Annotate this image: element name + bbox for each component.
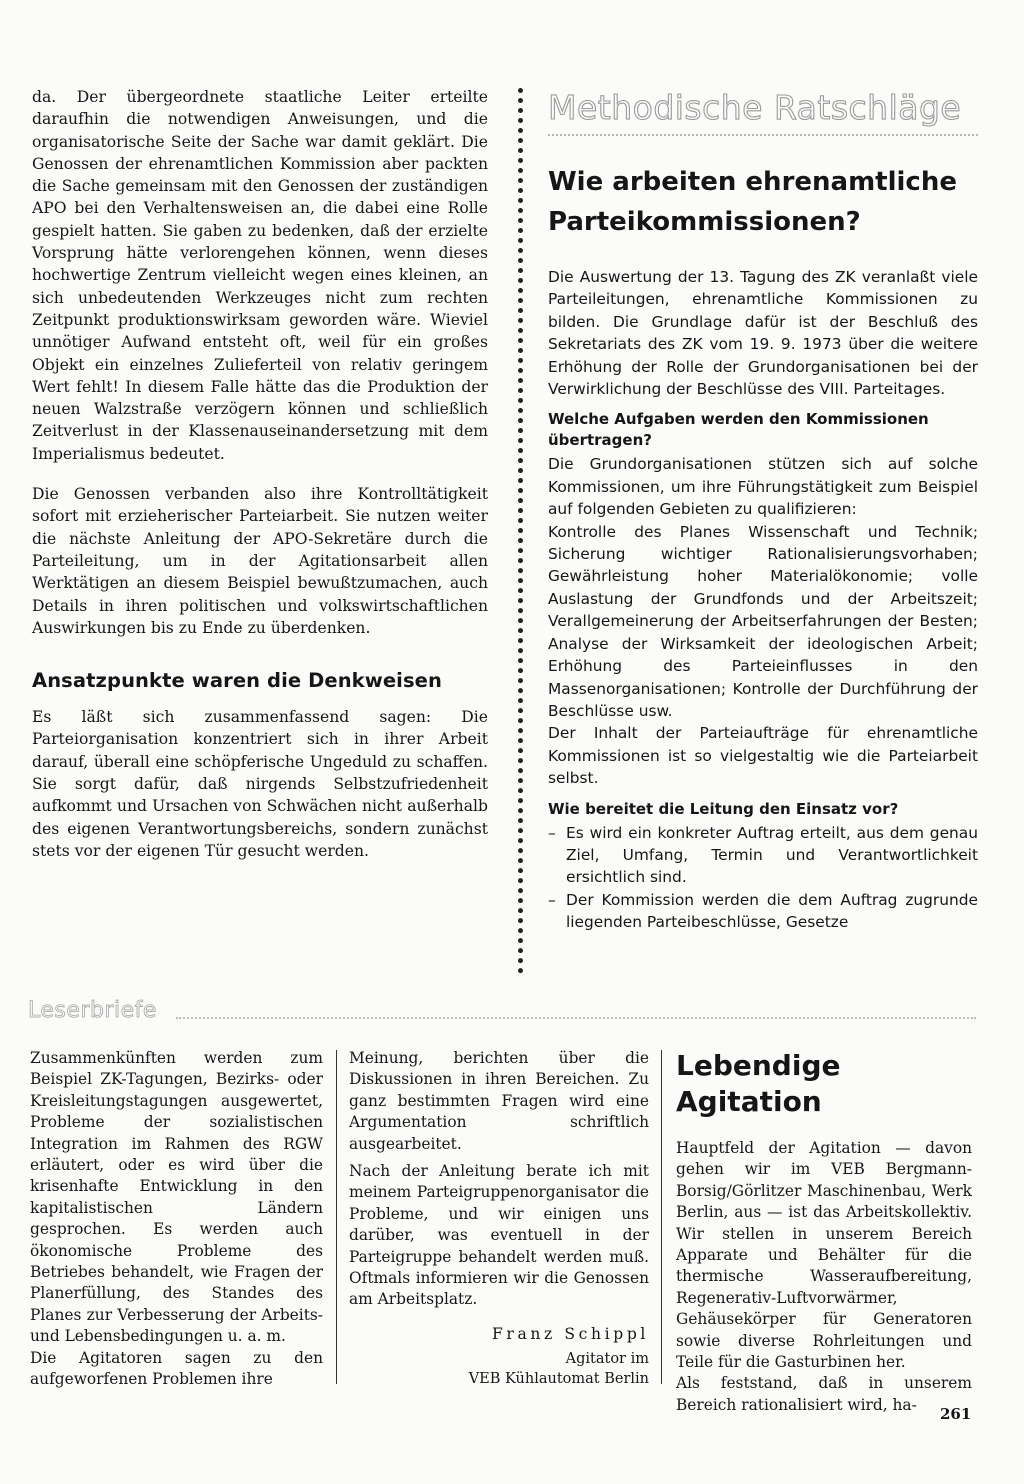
letter-col1-paragraph-1: Zusammenkünften werden zum Beispiel ZK-Tagungen, Bezirks- oder Kreisleitungstagungen ausgewertet, Probleme der sozialistischen Integration im Rahmen des RGW erläutert, oder es wird über die krisenhafte Entwicklung in den kapitalistischen Ländern gesprochen. Es werden auch ökonomische Probleme des Betriebes behandelt, wie Fragen der Planerfüllung, des Standes des Planes zur Verbesserung der Arbeits- und Lebensbedingungen u. a. m.	[30, 1049, 323, 1346]
column-separator	[336, 1050, 337, 1384]
left-paragraph-1: da. Der übergeordnete staatliche Leiter erteilte daraufhin die notwendigen Anweisungen, und die organisatorische Seite der Sache war damit geklärt. Die Genossen der ehrenamtlichen Kommission aber packten die Sache gemeinsam mit den Genossen der zuständigen APO bei den Verhaltensweisen an, die dabei eine Rolle gespielt hatten. Sie gaben zu bedenken, daß der erzielte Vorsprung hätte verlorengehen können, wenn dieses hochwertige Zentrum vielleicht wegen eines kleinen, an sich unbedeutenden Werkzeuges nicht zum rechten Zeitpunkt produktionswirksam geworden wäre. Wieviel unnötiger Aufwand entsteht oft, weil für ein großes Objekt ein einzelnes Zulieferteil von relativ geringem Wert fehlt! In diesem Falle hätte das die Produktion der neuen Walzstraße verzögern können und schließlich Zeitverlust in der Klassenauseinandersetzung mit dem Imperialismus bedeutet.	[32, 88, 488, 463]
list-item: – Der Kommission werden die dem Auftrag zugrunde liegenden Parteibeschlüsse, Gesetze	[548, 889, 978, 934]
signature-role: Agitator im	[565, 1350, 649, 1367]
article-title: Wie arbeiten ehrenamtliche Parteikommissionen?	[548, 167, 957, 237]
letter-col3-paragraph-1: Hauptfeld der Agitation — davon gehen wir im VEB Bergmann-Borsig/Görlitzer Maschinenbau, Werk Berlin, aus — ist das Arbeitskollektiv. Wir stellen in unserem Bereich Apparate und Behälter für die thermische Wasseraufbereitung, Regenerativ-Luftvorwärmer, Gehäusekörper für Generatoren sowie diverse Rohrleitungen und Teile für die Gasturbinen her.	[676, 1139, 972, 1372]
left-article-column	[32, 86, 488, 862]
page-number: 261	[940, 1405, 972, 1423]
question-2-heading: Wie bereitet die Leitung den Einsatz vor?	[548, 799, 899, 818]
question-1-heading: Welche Aufgaben werden den Kommissionen übertragen?	[548, 410, 929, 450]
letter-column-1	[30, 1048, 323, 1391]
right-article-column	[548, 86, 978, 934]
letters-section-rule	[176, 1017, 976, 1019]
letters-section-label: Leserbriefe	[28, 998, 157, 1023]
section-label: Methodische Ratschläge	[548, 88, 962, 127]
signature-place: VEB Kühlautomat Berlin	[468, 1370, 649, 1387]
column-separator	[661, 1050, 662, 1384]
dotted-column-divider	[518, 88, 523, 974]
letter-column-2	[349, 1048, 649, 1389]
list-item: – Es wird ein konkreter Auftrag erteilt, aus dem genau Ziel, Umfang, Termin und Verantwortlichkeit ersichtlich sind.	[548, 822, 978, 889]
answer-1-after: Der Inhalt der Parteiaufträge für ehrenamtliche Kommissionen ist so vielgestaltig wie die Parteiarbeit selbst.	[548, 724, 978, 788]
preparation-list	[548, 822, 978, 934]
left-paragraph-3: Es läßt sich zusammenfassend sagen: Die Parteiorganisation konzentriert sich in ihrer Arbeit darauf, überall eine schöpferische Ungeduld zu schaffen. Sie sorgt dafür, daß nirgends Selbstzufriedenheit aufkommt und Ursachen von Schwächen nicht außerhalb des eigenen Verantwortungsbereichs, sondern zunächst stets vor der eigenen Tür gesucht werden.	[32, 708, 488, 860]
section-rule	[548, 134, 978, 136]
letter-col3-paragraph-2: Als feststand, daß in unserem Bereich rationalisiert wird, ha-	[676, 1374, 972, 1414]
signature-name: Franz Schippl	[492, 1324, 649, 1343]
answer-1-paragraph: Die Grundorganisationen stützen sich auf solche Kommissionen, um ihre Führungstätigkeit zum Beispiel auf folgenden Gebieten zu qualifizieren:	[548, 455, 978, 519]
letter-title: Lebendige Agitation	[676, 1049, 841, 1118]
left-paragraph-2: Die Genossen verbanden also ihre Kontrolltätigkeit sofort mit erzieherischer Parteiarbeit. Sie nutzen weiter die nächste Anleitung der APO-Sekretäre durch die Parteileitung, um in der Agitationsarbeit allen Werktätigen an diesem Beispiel bewußtzumachen, auch Details in ihren politischen und volkswirtschaftlichen Auswirkungen bis zu Ende zu überdenken.	[32, 485, 488, 637]
left-subheading: Ansatzpunkte waren die Denkweisen	[32, 669, 442, 693]
letter-col2-paragraph-2: Nach der Anleitung berate ich mit meinem Parteigruppenorganisator die Probleme, und wir einigen uns darüber, was eventuell in der Parteigruppe behandelt werden muß. Oftmals informieren wir die Genossen am Arbeitsplatz.	[349, 1162, 649, 1309]
letter-col2-paragraph-1: Meinung, berichten über die Diskussionen in ihren Bereichen. Zu ganz bestimmten Fragen wird eine Argumentation schriftlich ausgearbeitet.	[349, 1049, 649, 1153]
letter-col1-paragraph-2: Die Agitatoren sagen zu den aufgeworfenen Problemen ihre	[30, 1348, 323, 1389]
intro-paragraph: Die Auswertung der 13. Tagung des ZK veranlaßt viele Parteileitungen, ehrenamtliche Kommissionen zu bilden. Die Grundlage dafür ist der Beschluß des Sekretariats des ZK vom 19. 9. 1973 über die weitere Erhöhung der Rolle der Grundorganisationen bei der Verwirklichung der Beschlüsse des VIII. Parteitages.	[548, 268, 978, 399]
letter-column-3	[676, 1048, 972, 1416]
answer-1-list: Kontrolle des Planes Wissenschaft und Technik; Sicherung wichtiger Rationalisierungsvorhaben; Gewährleistung hoher Materialökonomie; volle Auslastung der Grundfonds und der Arbeitszeit; Verallgemeinerung der Arbeitserfahrungen der Besten; Analyse der Wirksamkeit der ideologischen Arbeit; Erhöhung des Parteieinflusses in den Massenorganisationen; Kontrolle der Durchführung der Beschlüsse usw.	[548, 522, 978, 720]
